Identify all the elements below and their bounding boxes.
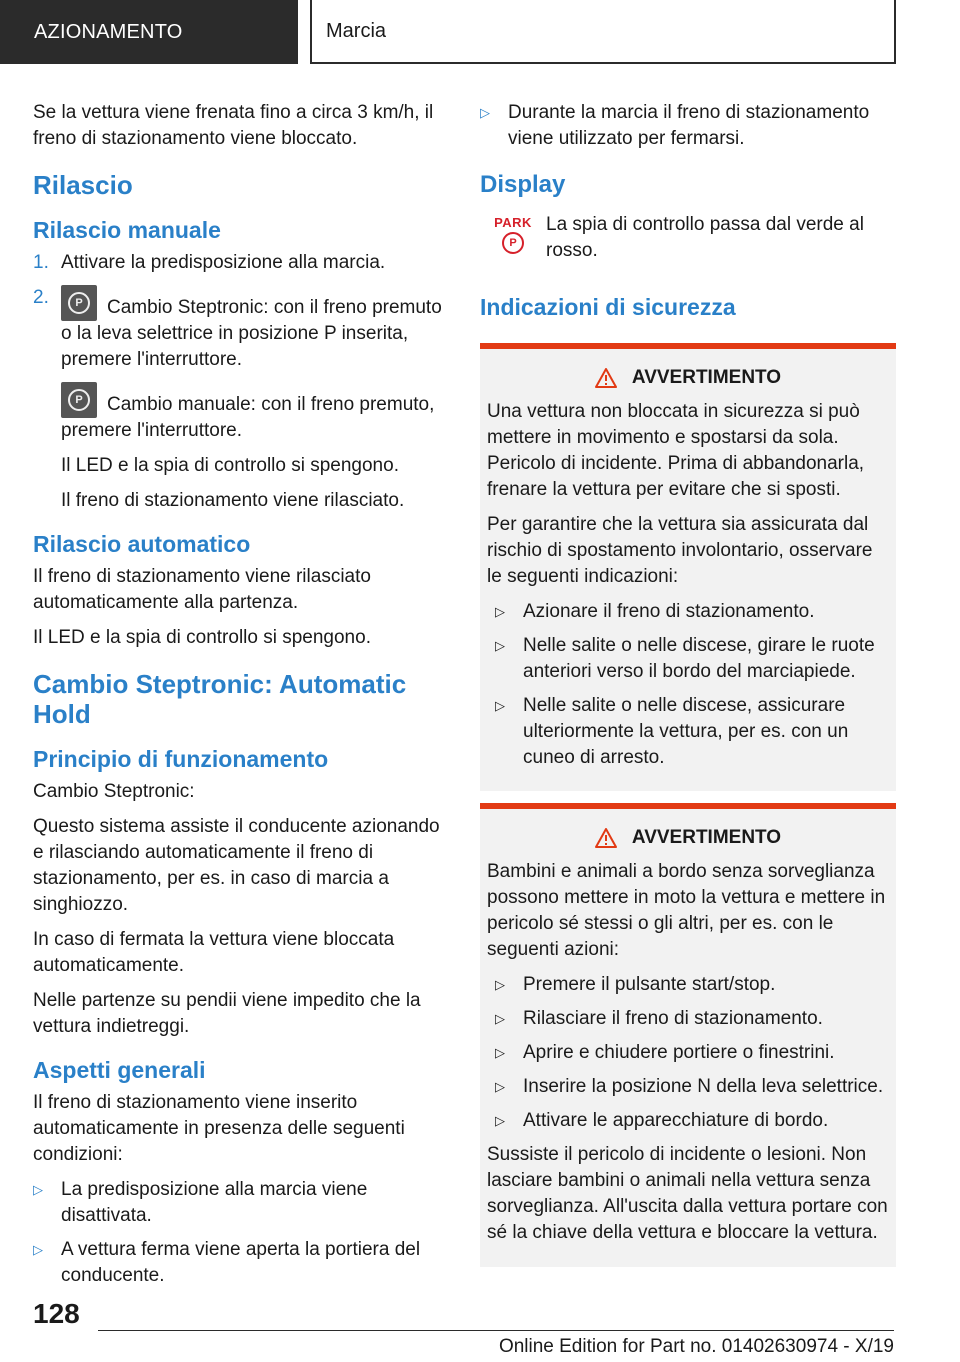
step-number: 2.	[33, 287, 49, 308]
park-warning-icon	[480, 212, 546, 254]
bullet-triangle-icon: ▷	[495, 698, 505, 713]
list-item	[495, 1074, 888, 1100]
heading-automatic-hold: Cambio Steptronic: Automatic Hold	[33, 669, 407, 729]
bullet-triangle-icon: ▷	[495, 1011, 505, 1026]
right-column	[480, 100, 896, 1267]
list-item	[495, 1108, 888, 1134]
page-number: 128	[33, 1298, 80, 1329]
list-item-text: Inserire la posizione N della leva selettrice.	[523, 1076, 884, 1097]
step-2-manual	[61, 382, 443, 444]
warning-paragraph: Una vettura non bloccata in sicurezza si può mettere in movimento e spostarsi da sola. Pericolo di incidente. Prima di abbandonarla, frenare la vettura per evitare che si sposti.	[487, 401, 865, 500]
list-item	[495, 1040, 888, 1066]
list-item-text: Attivare le apparecchiature di bordo.	[523, 1110, 829, 1131]
list-item-text: Premere il pulsante start/stop.	[523, 974, 776, 995]
warning-triangle-icon	[594, 367, 618, 389]
warning-box-1	[480, 343, 896, 791]
left-column	[33, 100, 443, 1297]
header-chapter-label: Marcia	[326, 19, 387, 42]
bullet-triangle-icon: ▷	[480, 105, 490, 120]
heading-aspetti-generali: Aspetti generali	[33, 1057, 206, 1083]
step-2-release: Il freno di stazionamento viene rilasciato.	[61, 490, 405, 511]
auto-paragraph-1: Il freno di stazionamento viene rilasciato automaticamente alla partenza.	[33, 566, 371, 613]
step-2	[33, 285, 443, 373]
warning-box-2	[480, 803, 896, 1267]
warning-paragraph: Bambini e animali a bordo senza sorveglianza possono mettere in moto la vettura e mettere in pericolo sé stessi o gli altri, per es. con le seguenti azioni:	[487, 861, 886, 960]
warning-title	[487, 827, 888, 849]
bullet-triangle-icon: ▷	[33, 1242, 43, 1257]
footer-edition: Online Edition for Part no. 01402630974 - X/19	[498, 1336, 894, 1357]
bullet-triangle-icon: ▷	[495, 638, 505, 653]
step-text-container	[61, 285, 443, 373]
list-item-text: Azionare il freno di stazionamento.	[523, 601, 815, 622]
step-1	[33, 250, 443, 276]
heading-rilascio-automatico: Rilascio automatico	[33, 531, 251, 557]
bullet-triangle-icon: ▷	[33, 1182, 43, 1197]
heading-display: Display	[480, 171, 566, 198]
principio-paragraph-4: Nelle partenze su pendii viene impedito che la vettura indietreggi.	[33, 990, 421, 1037]
list-item	[33, 1177, 443, 1229]
auto-paragraph-2: Il LED e la spia di controllo si spengono.	[33, 627, 371, 648]
step-2-led: Il LED e la spia di controllo si spengono.	[61, 455, 399, 476]
step-2-manual-text: Cambio manuale: con il freno premuto, premere l'interruttore.	[61, 394, 435, 441]
parking-brake-button-icon: P	[61, 285, 97, 321]
heading-rilascio-manuale: Rilascio manuale	[33, 217, 221, 243]
principio-paragraph-2: Questo sistema assiste il conducente azionando e rilasciando automaticamente il freno di stazionamento, per es. in caso di marcia a singhiozzo.	[33, 816, 440, 915]
list-item-text: A vettura ferma viene aperta la portiera del conducente.	[61, 1239, 421, 1286]
list-item-text: Aprire e chiudere portiere o finestrini.	[523, 1042, 835, 1063]
bullet-triangle-icon: ▷	[495, 604, 505, 619]
list-item-text: Durante la marcia il freno di stazionamento viene utilizzato per fermarsi.	[508, 102, 870, 149]
warning-triangle-icon	[594, 827, 618, 849]
park-icon-symbol: P	[502, 232, 524, 254]
step-text: Attivare la predisposizione alla marcia.	[61, 252, 386, 273]
warning-title-text: AVVERTIMENTO	[631, 367, 782, 388]
heading-principio: Principio di funzionamento	[33, 746, 329, 772]
header-chapter-tab	[310, 0, 896, 64]
list-item	[495, 972, 888, 998]
bullet-triangle-icon: ▷	[495, 977, 505, 992]
header-section-label: AZIONAMENTO	[34, 20, 183, 43]
warning-title	[487, 367, 888, 389]
list-item	[495, 693, 888, 771]
heading-sicurezza: Indicazioni di sicurezza	[480, 294, 736, 320]
warning-paragraph: Sussiste il pericolo di incidente o lesioni. Non lasciare bambini o animali nella vettura senza sorveglianza. All'uscita dalla vettura portare con sé la chiave della vettura e bloccare la vettura.	[487, 1144, 888, 1243]
footer-divider	[98, 1330, 894, 1331]
step-number: 1.	[33, 252, 49, 273]
list-item-text: Rilasciare il freno di stazionamento.	[523, 1008, 823, 1029]
bullet-triangle-icon: ▷	[495, 1079, 505, 1094]
list-item-text: La predisposizione alla marcia viene disattivata.	[61, 1179, 368, 1226]
warning-title-text: AVVERTIMENTO	[631, 827, 782, 848]
list-item-text: Nelle salite o nelle discese, assicurare ulteriormente la vettura, per es. con un cuneo di arresto.	[523, 695, 849, 768]
heading-rilascio: Rilascio	[33, 170, 133, 200]
principio-paragraph-1: Cambio Steptronic:	[33, 781, 195, 802]
list-item	[33, 1237, 443, 1289]
list-item	[480, 100, 896, 152]
principio-paragraph-3: In caso di fermata la vettura viene bloccata automaticamente.	[33, 929, 395, 976]
step-text: Cambio Steptronic: con il freno premuto o la leva selettrice in posizione P inserita, premere l'interruttore.	[61, 297, 442, 370]
bullet-triangle-icon: ▷	[495, 1113, 505, 1128]
list-item-text: Nelle salite o nelle discese, girare le ruote anteriori verso il bordo del marciapiede.	[523, 635, 875, 682]
warning-paragraph: Per garantire che la vettura sia assicurata dal rischio di spostamento involontario, osservare le seguenti indicazioni:	[487, 514, 873, 587]
list-item	[495, 1006, 888, 1032]
list-item	[495, 633, 888, 685]
display-indicator-row	[480, 212, 896, 273]
park-icon-label: PARK	[494, 215, 532, 230]
list-item	[495, 599, 888, 625]
intro-paragraph: Se la vettura viene frenata fino a circa 3 km/h, il freno di stazionamento viene bloccato.	[33, 102, 434, 149]
aspetti-paragraph: Il freno di stazionamento viene inserito automaticamente in presenza delle seguenti condizioni:	[33, 1092, 405, 1165]
header-section-tab	[0, 0, 298, 64]
display-text: La spia di controllo passa dal verde al rosso.	[546, 214, 864, 261]
bullet-triangle-icon: ▷	[495, 1045, 505, 1060]
parking-brake-button-icon: P	[61, 382, 97, 418]
